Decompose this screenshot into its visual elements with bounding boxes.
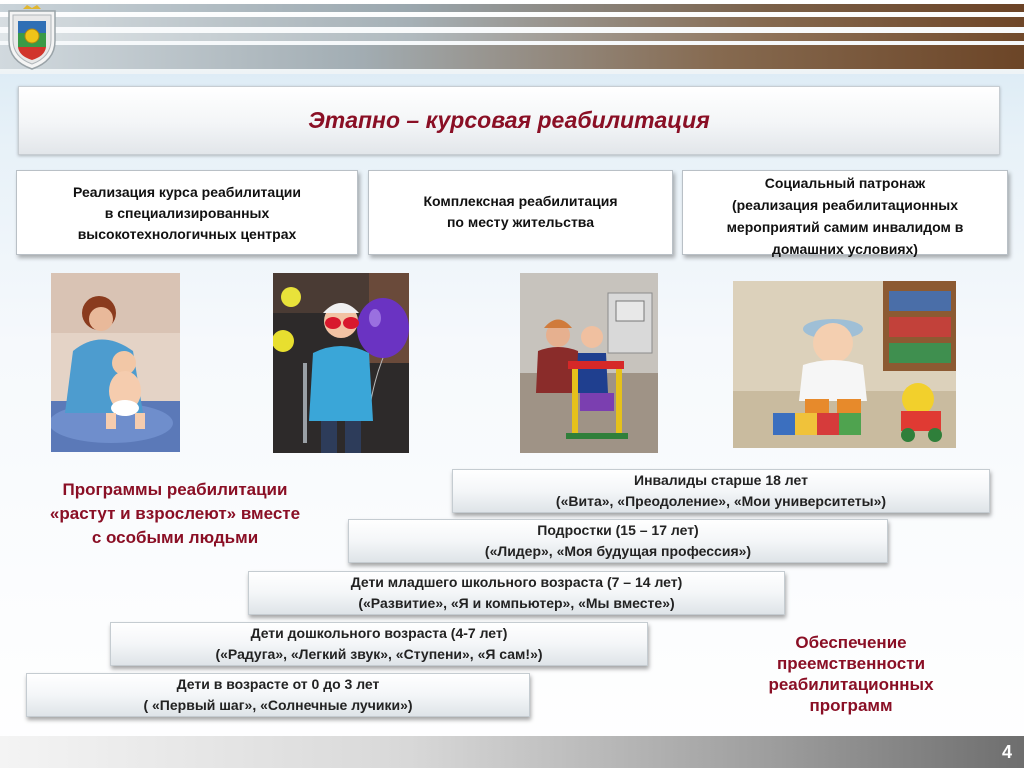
footer-band xyxy=(0,736,1024,768)
caption-line: преемственности xyxy=(776,654,926,673)
card-line: высокотехнологичных центрах xyxy=(77,226,297,242)
caption-line: Обеспечение xyxy=(795,633,907,652)
header-band xyxy=(0,0,1024,74)
continuity-caption xyxy=(740,632,962,716)
step-adults-18-plus xyxy=(452,469,990,513)
card-line: Реализация курса реабилитации xyxy=(72,184,302,200)
header-stripe xyxy=(0,4,1024,12)
step-school-7-14 xyxy=(248,571,785,615)
page-number: 4 xyxy=(1001,742,1012,762)
photo-boy-with-balloons xyxy=(273,273,409,453)
photo-nurse-with-baby xyxy=(51,273,180,452)
step-group: Дети в возрасте от 0 до 3 лет xyxy=(176,676,380,692)
header-stripe xyxy=(0,17,1024,27)
step-programs: («Вита», «Преодоление», «Мои университеты») xyxy=(555,493,887,509)
header-stripe xyxy=(0,45,1024,69)
caption-line: Программы реабилитации xyxy=(62,480,288,499)
card-line: (реализация реабилитационных xyxy=(731,197,959,213)
step-teenagers-15-17 xyxy=(348,519,888,563)
card-line: в специализированных xyxy=(104,205,270,221)
card-complex-rehabilitation xyxy=(368,170,673,255)
header-stripe xyxy=(0,33,1024,41)
step-preschool-4-7 xyxy=(110,622,648,666)
step-group: Инвалиды старше 18 лет xyxy=(634,472,808,488)
caption-line: с особыми людьми xyxy=(91,528,259,547)
card-specialized-centers xyxy=(16,170,358,255)
photo-child-in-walker xyxy=(520,273,658,453)
photo-child-with-toys xyxy=(733,281,956,448)
step-group: Дети дошкольного возраста (4-7 лет) xyxy=(250,625,508,641)
step-infants-0-3 xyxy=(26,673,530,717)
step-group: Дети младшего школьного возраста (7 – 14 лет) xyxy=(350,574,683,590)
programs-grow-caption xyxy=(20,478,330,550)
card-line: Социальный патронаж xyxy=(764,175,926,191)
caption-line: реабилитационных xyxy=(768,675,934,694)
card-line: мероприятий самим инвалидом в xyxy=(726,219,964,235)
step-programs: («Лидер», «Моя будущая профессия») xyxy=(484,543,752,559)
step-programs: ( «Первый шаг», «Солнечные лучики») xyxy=(143,697,413,713)
card-line: Комплексная реабилитация xyxy=(423,193,618,209)
card-line: по месту жительства xyxy=(446,214,595,230)
step-programs: («Радуга», «Легкий звук», «Ступени», «Я сам!») xyxy=(215,646,543,662)
slide-title-box xyxy=(18,86,1000,155)
slide-title: Этапно – курсовая реабилитация xyxy=(308,107,710,133)
card-social-patronage xyxy=(682,170,1008,255)
step-group: Подростки (15 – 17 лет) xyxy=(537,522,699,538)
coat-of-arms-icon xyxy=(5,3,59,71)
step-programs: («Развитие», «Я и компьютер», «Мы вместе») xyxy=(358,595,675,611)
caption-line: «растут и взрослеют» вместе xyxy=(49,504,301,523)
card-line: домашних условиях) xyxy=(772,241,918,257)
caption-line: программ xyxy=(809,696,893,715)
